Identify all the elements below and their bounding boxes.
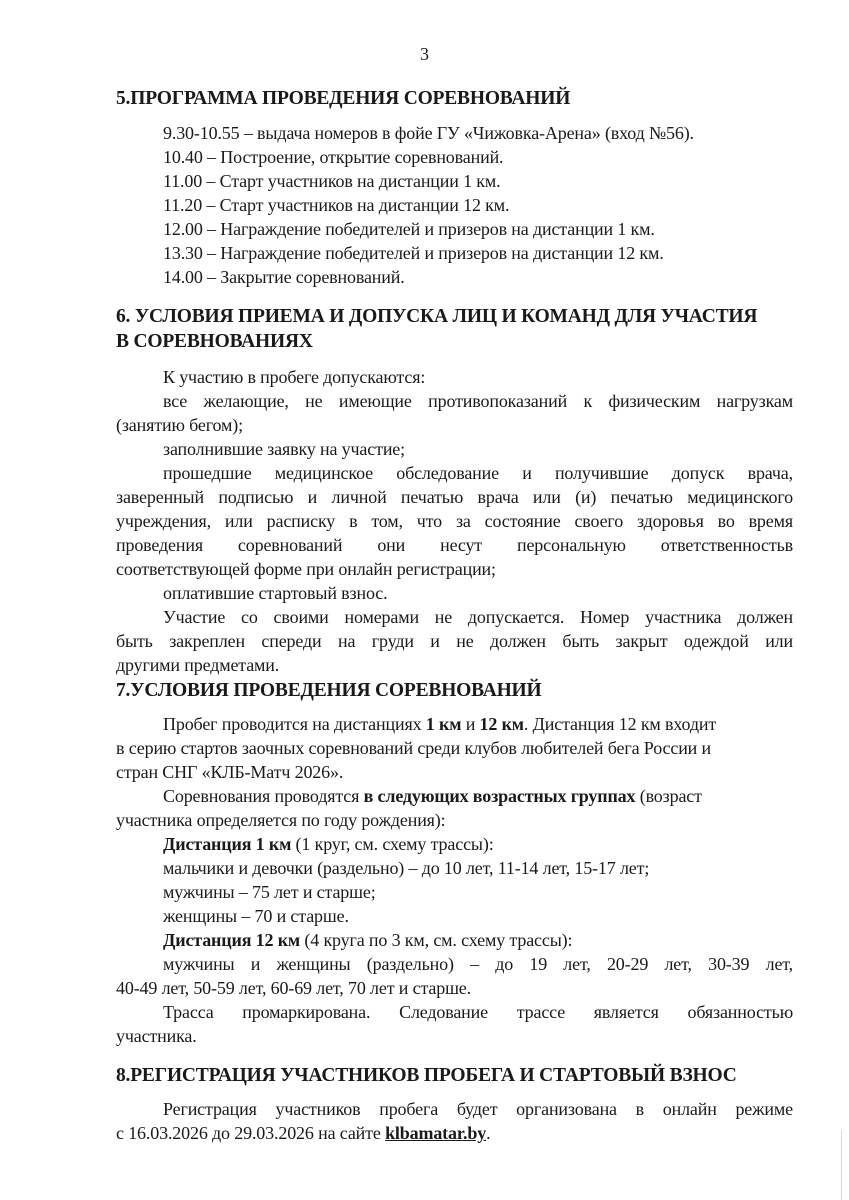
- paragraph-line: другими предметами.: [116, 655, 280, 675]
- schedule-item: 9.30-10.55 – выдача номеров в фойе ГУ «Чижовка-Арена» (вход №56).: [163, 123, 694, 143]
- paragraph-line: заверенный подписью и личной печатью врача или (и) печатью медицинского: [116, 487, 793, 507]
- schedule-item: 10.40 – Построение, открытие соревнований.: [163, 147, 504, 167]
- bold-text: 1 км: [425, 714, 462, 734]
- paragraph-line: К участию в пробеге допускаются:: [163, 367, 426, 387]
- registration-site-link[interactable]: klbamatar.by: [385, 1123, 487, 1143]
- page-number: 3: [420, 44, 429, 64]
- text: (1 круг, см. схему трассы):: [291, 834, 494, 854]
- paragraph-line: стран СНГ «КЛБ-Матч 2026».: [116, 762, 344, 782]
- bold-text: Дистанция 12 км: [163, 930, 301, 950]
- paragraph-line: учреждения, или расписку в том, что за состояние своего здоровья во время: [116, 511, 793, 531]
- schedule-item: 12.00 – Награждение победителей и призеров на дистанции 1 км.: [163, 219, 655, 239]
- section-5-heading: 5.ПРОГРАММА ПРОВЕДЕНИЯ СОРЕВНОВАНИЙ: [116, 88, 571, 109]
- text: (возраст: [635, 786, 702, 806]
- paragraph-line: прошедшие медицинское обследование и получившие допуск врача,: [163, 463, 793, 483]
- age-group-line: 40-49 лет, 50-59 лет, 60-69 лет, 70 лет и старше.: [116, 978, 471, 998]
- paragraph-line: (занятию бегом);: [116, 415, 243, 435]
- section-7-heading: 7.УСЛОВИЯ ПРОВЕДЕНИЯ СОРЕВНОВАНИЙ: [116, 680, 542, 701]
- text: .: [486, 1123, 491, 1143]
- text: . Дистанция 12 км входит: [523, 714, 717, 734]
- age-group-line: мужчины и женщины (раздельно) – до 19 лет, 20-29 лет, 30-39 лет,: [163, 954, 793, 974]
- paragraph-line: [163, 784, 702, 808]
- paragraph-line: Регистрация участников пробега будет организована в онлайн режиме: [163, 1099, 793, 1119]
- paragraph-line: Трасса промаркирована. Следование трассе является обязанностью: [163, 1002, 793, 1022]
- bold-text: Дистанция 1 км: [163, 834, 292, 854]
- age-group-line: мужчины – 75 лет и старше;: [163, 882, 376, 902]
- paragraph-line: все желающие, не имеющие противопоказаний к физическим нагрузкам: [163, 391, 793, 411]
- section-6-heading-line1: 6. УСЛОВИЯ ПРИЕМА И ДОПУСКА ЛИЦ И КОМАНД ДЛЯ УЧАСТИЯ: [116, 306, 758, 327]
- paragraph-line: заполнившие заявку на участие;: [163, 439, 405, 459]
- paragraph-line: участника.: [116, 1026, 197, 1046]
- paragraph-line: Участие со своими номерами не допускается. Номер участника должен: [163, 607, 793, 627]
- text: с 16.03.2026 до 29.03.2026 на сайте: [116, 1123, 386, 1143]
- schedule-item: 11.20 – Старт участников на дистанции 12 км.: [163, 195, 510, 215]
- age-group-line: мальчики и девочки (раздельно) – до 10 лет, 11-14 лет, 15-17 лет;: [163, 858, 650, 878]
- schedule-item: 13.30 – Награждение победителей и призеров на дистанции 12 км.: [163, 243, 664, 263]
- paragraph-line: соответствующей форме при онлайн регистрации;: [116, 559, 496, 579]
- text: (4 круга по 3 км, см. схему трассы):: [300, 930, 573, 950]
- text: Соревнования проводятся: [163, 786, 364, 806]
- paragraph-line: быть закреплен спереди на груди и не должен быть закрыт одеждой или: [116, 631, 793, 651]
- scan-edge-line: [841, 1130, 842, 1200]
- paragraph-line: в серию стартов заочных соревнований среди клубов любителей бега России и: [116, 738, 711, 758]
- bold-text: в следующих возрастных группах: [363, 786, 636, 806]
- distance-1km-heading: [163, 832, 494, 856]
- text: Пробег проводится на дистанциях: [163, 714, 426, 734]
- distance-12km-heading: [163, 928, 572, 952]
- bold-text: 12 км: [479, 714, 524, 734]
- text: и: [461, 714, 480, 734]
- paragraph-line: [116, 1121, 490, 1145]
- paragraph-line: проведения соревнований они несут персональную ответственностьв: [116, 535, 793, 555]
- section-6-heading-line2: В СОРЕВНОВАНИЯХ: [116, 331, 313, 352]
- paragraph-line: участника определяется по году рождения):: [116, 810, 446, 830]
- section-8-heading: 8.РЕГИСТРАЦИЯ УЧАСТНИКОВ ПРОБЕГА И СТАРТОВЫЙ ВЗНОС: [116, 1065, 737, 1086]
- age-group-line: женщины – 70 и старше.: [163, 906, 349, 926]
- paragraph-line: [163, 712, 716, 736]
- schedule-item: 14.00 – Закрытие соревнований.: [163, 267, 405, 287]
- paragraph-line: оплатившие стартовый взнос.: [163, 583, 388, 603]
- schedule-item: 11.00 – Старт участников на дистанции 1 км.: [163, 171, 501, 191]
